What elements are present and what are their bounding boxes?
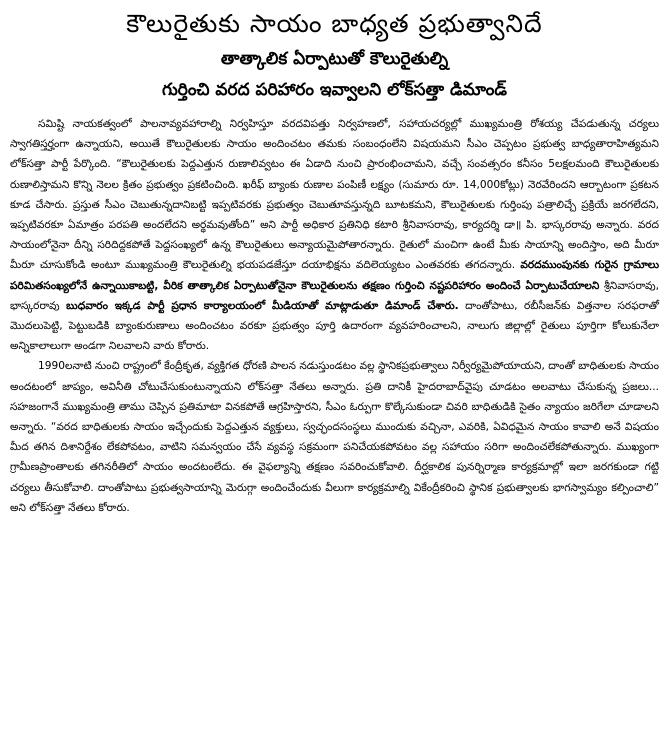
subheadline-line-1: తాత్కాలిక ఏర్పాటుతో కౌలురైతుల్ని <box>220 49 449 69</box>
headline: కౌలురైతుకు సాయం బాధ్యత ప్రభుత్వానిదే <box>126 9 543 38</box>
paragraph-2: 1990లనాటి నుంచి రాష్ట్రంలో కేంద్రీకృత, వ్యక్తిగత ధోరణి పాలన నడుస్తుండటం వల్ల స్థానికప్రభుత్వాలు నిర్వీర్యమైపోయాయని, దాంతో బాధితులకు సాయం అందటంలో జాప్యం, అవినీతి చోటుచేసుకుంటున్నాయని లోక్‌సత్తా నేతలు అన్నారు. ప్రతి దానికీ హైదరాబాద్‌వైపు చూడటం అలవాటు చేసుకున్న ప్రజలు... సహజంగానే ముఖ్యమంత్రి తాము చెప్పిన ప్రతిమాటా వినకపోతే ఆగ్రహిస్తారని, సీఎం ఓర్పుగా కొల్కేసుకుండా చివరి బాధితుడికి సైతం న్యాయం జరిగేలా చూడాలని అన్నారు. “వరద బాధితులకు సాయం ఇచ్చేందుకు పెద్దఎత్తున వ్యక్తులు, స్వచ్ఛందసంస్థలు ముందుకు వచ్చినా, ఎవరికి, ఏవిధమైన సాయం కావాలి అనే విషయం మీద తగిన దిశానిర్దేశం లేకపోవటం, వాటిని సమన్వయం చేసే వ్యవస్థ సక్రమంగా పనిచేయకపోవటం వల్ల సహాయం సరిగా అందించలేకపోతున్నారు. ముఖ్యంగా గ్రామీణప్రాంతాలకు తగినరీతిలో సాయం అందటంలేదు. ఈ వైఫల్యాన్ని తక్షణం సవరించుకోవాలి. దీర్ఘకాలిక పునర్నిర్మాణ కార్యక్రమాల్లో ఇలా జరగకుండా గట్టి చర్యలు తీసుకోవాలి. దాంతోపాటు ప్రభుత్వసాయాన్ని మెరుగ్గా అందించేందుకు వీలుగా కార్యక్రమాల్ని వికేంద్రీకరించి స్థానిక ప్రభుత్వాలకు భాగస్వామ్యం కల్పించాలి” అని లోక్‌సత్తా నేతలు కోరారు. <box>10 360 659 514</box>
subheadline-line-2: గుర్తించి వరద పరిహారం ఇవ్వాలని లోక్‌సత్తా డిమాండ్ <box>161 80 507 100</box>
paragraph-1 <box>10 114 659 356</box>
paragraph-1-bold-a: వరదముంపునకు గురైన గ్రామాలు పరిమితసంఖ్యలోనే ఉన్నాయికాబట్టి, వీరిక తాత్కాలిక ఏర్పాటుతోనైనా కౌలురైతులను తక్షణం గుర్తించి నష్టపరిహారం అందించే ఏర్పాటుచేయాలని <box>10 259 659 292</box>
paragraph-1-bold-b: బుధవారం ఇక్కడ పార్టీ ప్రధాన కార్యాలయంలో మీడియాతో మాట్లాడుతూ డిమాండ్ చేశారు. <box>66 299 459 312</box>
paragraph-1-text-b: శ్రీనివాసరావు, భాస్కరరావు <box>10 279 659 312</box>
paragraph-1-text-a: సమిష్టి నాయకత్వంలో పాలనావ్యవహారాల్ని నిర్వహిస్తూ వరదవిపత్తు నిర్వహణలో, సహాయచర్యల్లో ముఖ్యమంత్రి రోశయ్య చేపడుతున్న చర్యలు స్వాగతిస్తర్హంగా ఉన్నాయని, అయితే కౌలురైతులకు సాయం అందించటం తమకు సంబంధంలేని విషయమని సీఎం చెప్పటం ప్రభుత్వ బాధ్యతారాహిత్యమని లోక్‌సత్తా పార్టీ పేర్కొంది. “కౌలురైతులకు పెద్దఎత్తున రుణాలివ్వటం ఈ ఏడాది నుంచి ప్రారంభించామని, వచ్చే సంవత్సరం కనీసం 5లక్షలమంది కౌలురైతులకు రుణాలిస్తామని కొన్ని నెలల క్రితం ప్రభుత్వం ప్రకటించింది. ఖరీఫ్ బ్యాంకు రుణాల పంపిణీ లక్ష్యం (సుమారు రూ. 14,000కోట్లు) నెరవేరిందని ఆర్బాటంగా ప్రకటన కూడ చేసారు. ప్రస్తుత సీఎం చెబుతున్నదానిబట్టి ఇప్పటివరకు ప్రభుత్వం చెబుతూవస్తున్నది బూటకమని, కౌలురైతులకు గుర్తింపు పత్రాలిచ్చే ప్రక్రియే జరగలేదని, ఇప్పటివరకూ ఏమాత్రం పరపతి అందలేదని అర్థమవుతోంది” అని పార్టీ అధికార ప్రతినిధి కటారి శ్రీనివాసరావు, కార్యదర్శి డా॥ పి. భాస్కరరావు అన్నారు. వరద సాయంలోనైనా దీన్ని సరిదిద్దకపోతే పెద్దసంఖ్యలో ఉన్న కౌలురైతులు అన్యాయమైపోతారన్నారు. రైతులో మంచిగా ఉంటే మీకు సాయాన్ని అందిస్తాం, అది మీరూ మీరూ చూసుకోండి అంటూ ముఖ్యమంత్రి కౌలురైతుల్ని భయపడజేస్తూ దయాభిక్షను వదిలెయ్యటం ఎంతవరకు తగదన్నారు. <box>10 118 659 272</box>
article-body <box>10 114 659 518</box>
paragraph-1-text-c: దాంతోపాటు, రబీసీజన్‌కు విత్తనాల సరఫరాతో మొదలుపెట్టి, పెట్టుబడికి బ్యాంకురుణాలు అందించటం వరకూ ప్రభుత్వం పూర్తి ఉదారంగా వ్యవహరించాలని, నాలుగు జిల్లాల్లో రైతులు పూర్తిగా కోలుకునేలా అన్నికాలాలుగా అండగా నిలవాలని వారు కోరారు. <box>10 299 659 353</box>
